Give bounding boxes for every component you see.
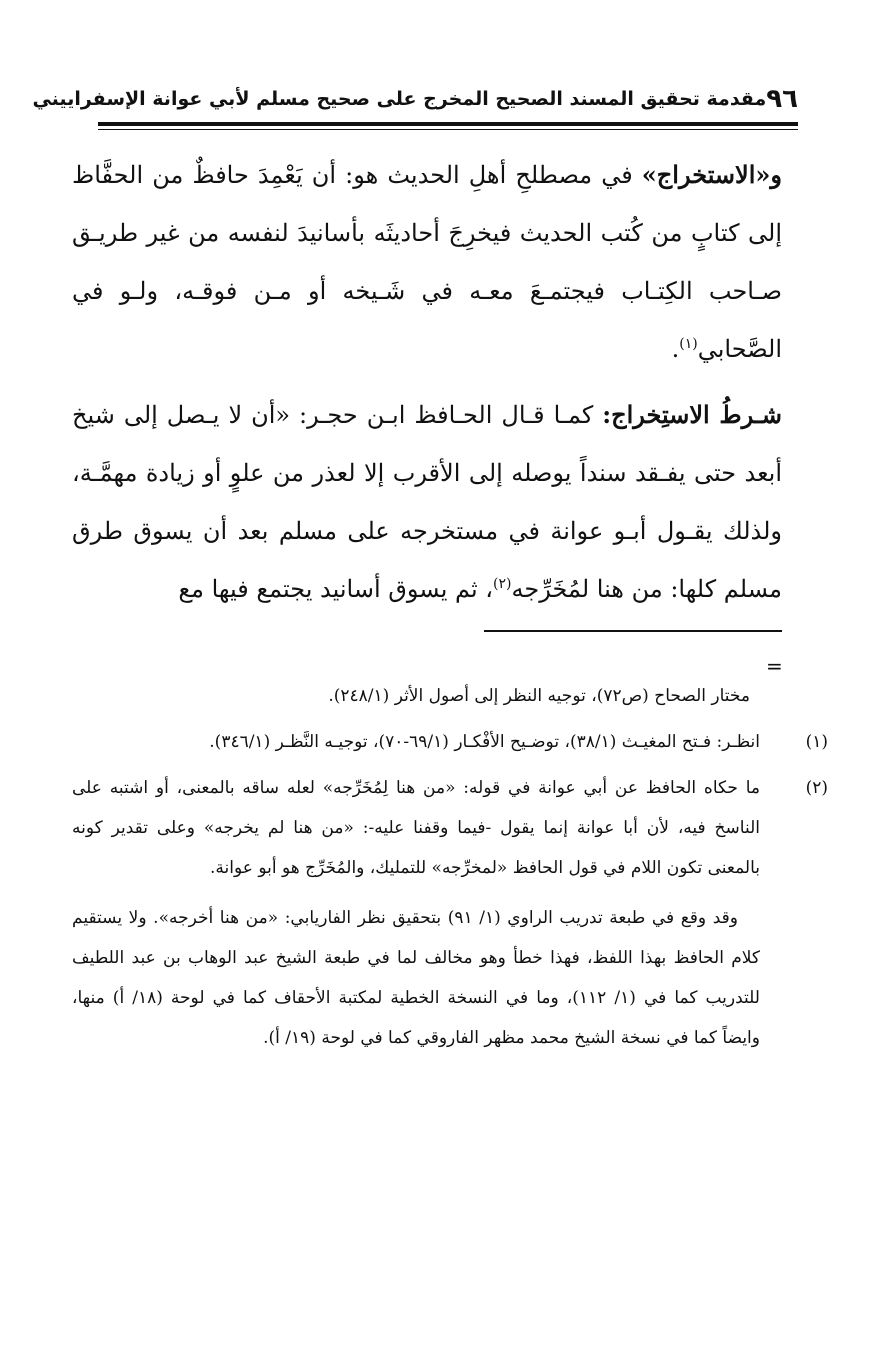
continuation-mark: =	[766, 654, 783, 678]
footnote-number: (٢)	[805, 778, 828, 798]
header-rule-thin	[98, 129, 798, 130]
paragraph-text: في مصطلحِ أهلِ الحديث هو: أن يَعْمِدَ حافظٌ من الحفَّاظ إلى كتابٍ من كُتب الحديث فيخرِجَ أحاديثَه بأسانيدَ لنفسه من غير طريـق صـاحب الكِتـاب فيجتمـعَ معـه في شَـيخه أو مـن فوقـه، ولـو في الصَّحابي	[72, 161, 782, 363]
header-rule-thick	[98, 122, 798, 126]
paragraph-end: ، ثم يسوق أسانيد يجتمع فيها مع	[178, 575, 494, 603]
footnote-1	[72, 722, 828, 762]
footnote-ref-2: (٢)	[493, 576, 512, 592]
page-header	[32, 78, 798, 120]
footnote-2-paragraph: وقد وقع في طبعة تدريب الراوي (١/ ٩١) بتحقيق نظر الفاريابي: «من هنا أخرجه». ولا يستقيم كلام الحافظ بهذا اللفظ، فهذا خطأ وهو مخالف لما في طبعة الشيخ عبد الوهاب بن عبد اللطيف للتدريب كما في (١/ ١١٢)، وما في النسخة الخطية لمكتبة الأحقاف كما في لوحة (١٨/ أ) منها، وايضاً كما في نسخة الشيخ محمد مظهر الفاروقي كما في لوحة (١٩/ أ).	[72, 908, 760, 1048]
paragraph-end: .	[671, 335, 680, 363]
term-istikhraj: و«الاستخراج»	[641, 160, 782, 189]
footnote-2	[72, 768, 828, 888]
main-text	[72, 146, 782, 618]
paragraph-text: كمـا قـال الحـافظ ابـن حجـر: «أن لا يـصل إلى شيخ أبعد حتى يفـقد سنداً يوصله إلى الأقرب إلا لعذر من علوٍ أو زيادة مهمَّـة، ولذلك يقـول أبـو عوانة في مستخرجه على مسلم بعد أن يسوق طرق مسلم كلها: من هنا لمُخَرِّجه	[72, 401, 782, 603]
footnote-text: ما حكاه الحافظ عن أبي عوانة في قوله: «من هنا لِمُخَرِّجه» لعله ساقه بالمعنى، أو اشتبه على الناسخ فيه، لأن أبا عوانة إنما يقول -فيما وقفنا عليه-: «من هنا لم يخرجه» وعلى تقدير كونه بالمعنى تكون اللام في قول الحافظ «لمخرِّجه» للتمليك، والمُخَرِّج هو أبو عوانة.	[72, 778, 760, 878]
footnote-number: (١)	[805, 732, 828, 752]
page-number: ٩٦	[766, 84, 798, 114]
term-condition: شـرطُ الاستِخراج:	[602, 400, 782, 429]
footnotes	[72, 650, 828, 1058]
paragraph-definition	[72, 146, 782, 378]
footnote-continuation: مختار الصحاح (ص٧٢)، توجيه النظر إلى أصول الأثر (٢٤٨/١).	[328, 686, 750, 706]
footnote-ref-1: (١)	[679, 336, 698, 352]
footnote-separator	[484, 630, 782, 632]
footnote-text: انظـر: فـتح المغيـث (٣٨/١)، توضـيح الأفْكـار (٦٩/١-٧٠)، توجيـه النَّظـر (٣٤٦/١).	[209, 732, 760, 752]
paragraph-condition	[72, 386, 782, 618]
running-title: مقدمة تحقيق المسند الصحيح المخرج على صحيح مسلم لأبي عوانة الإسفراييني	[32, 88, 767, 110]
